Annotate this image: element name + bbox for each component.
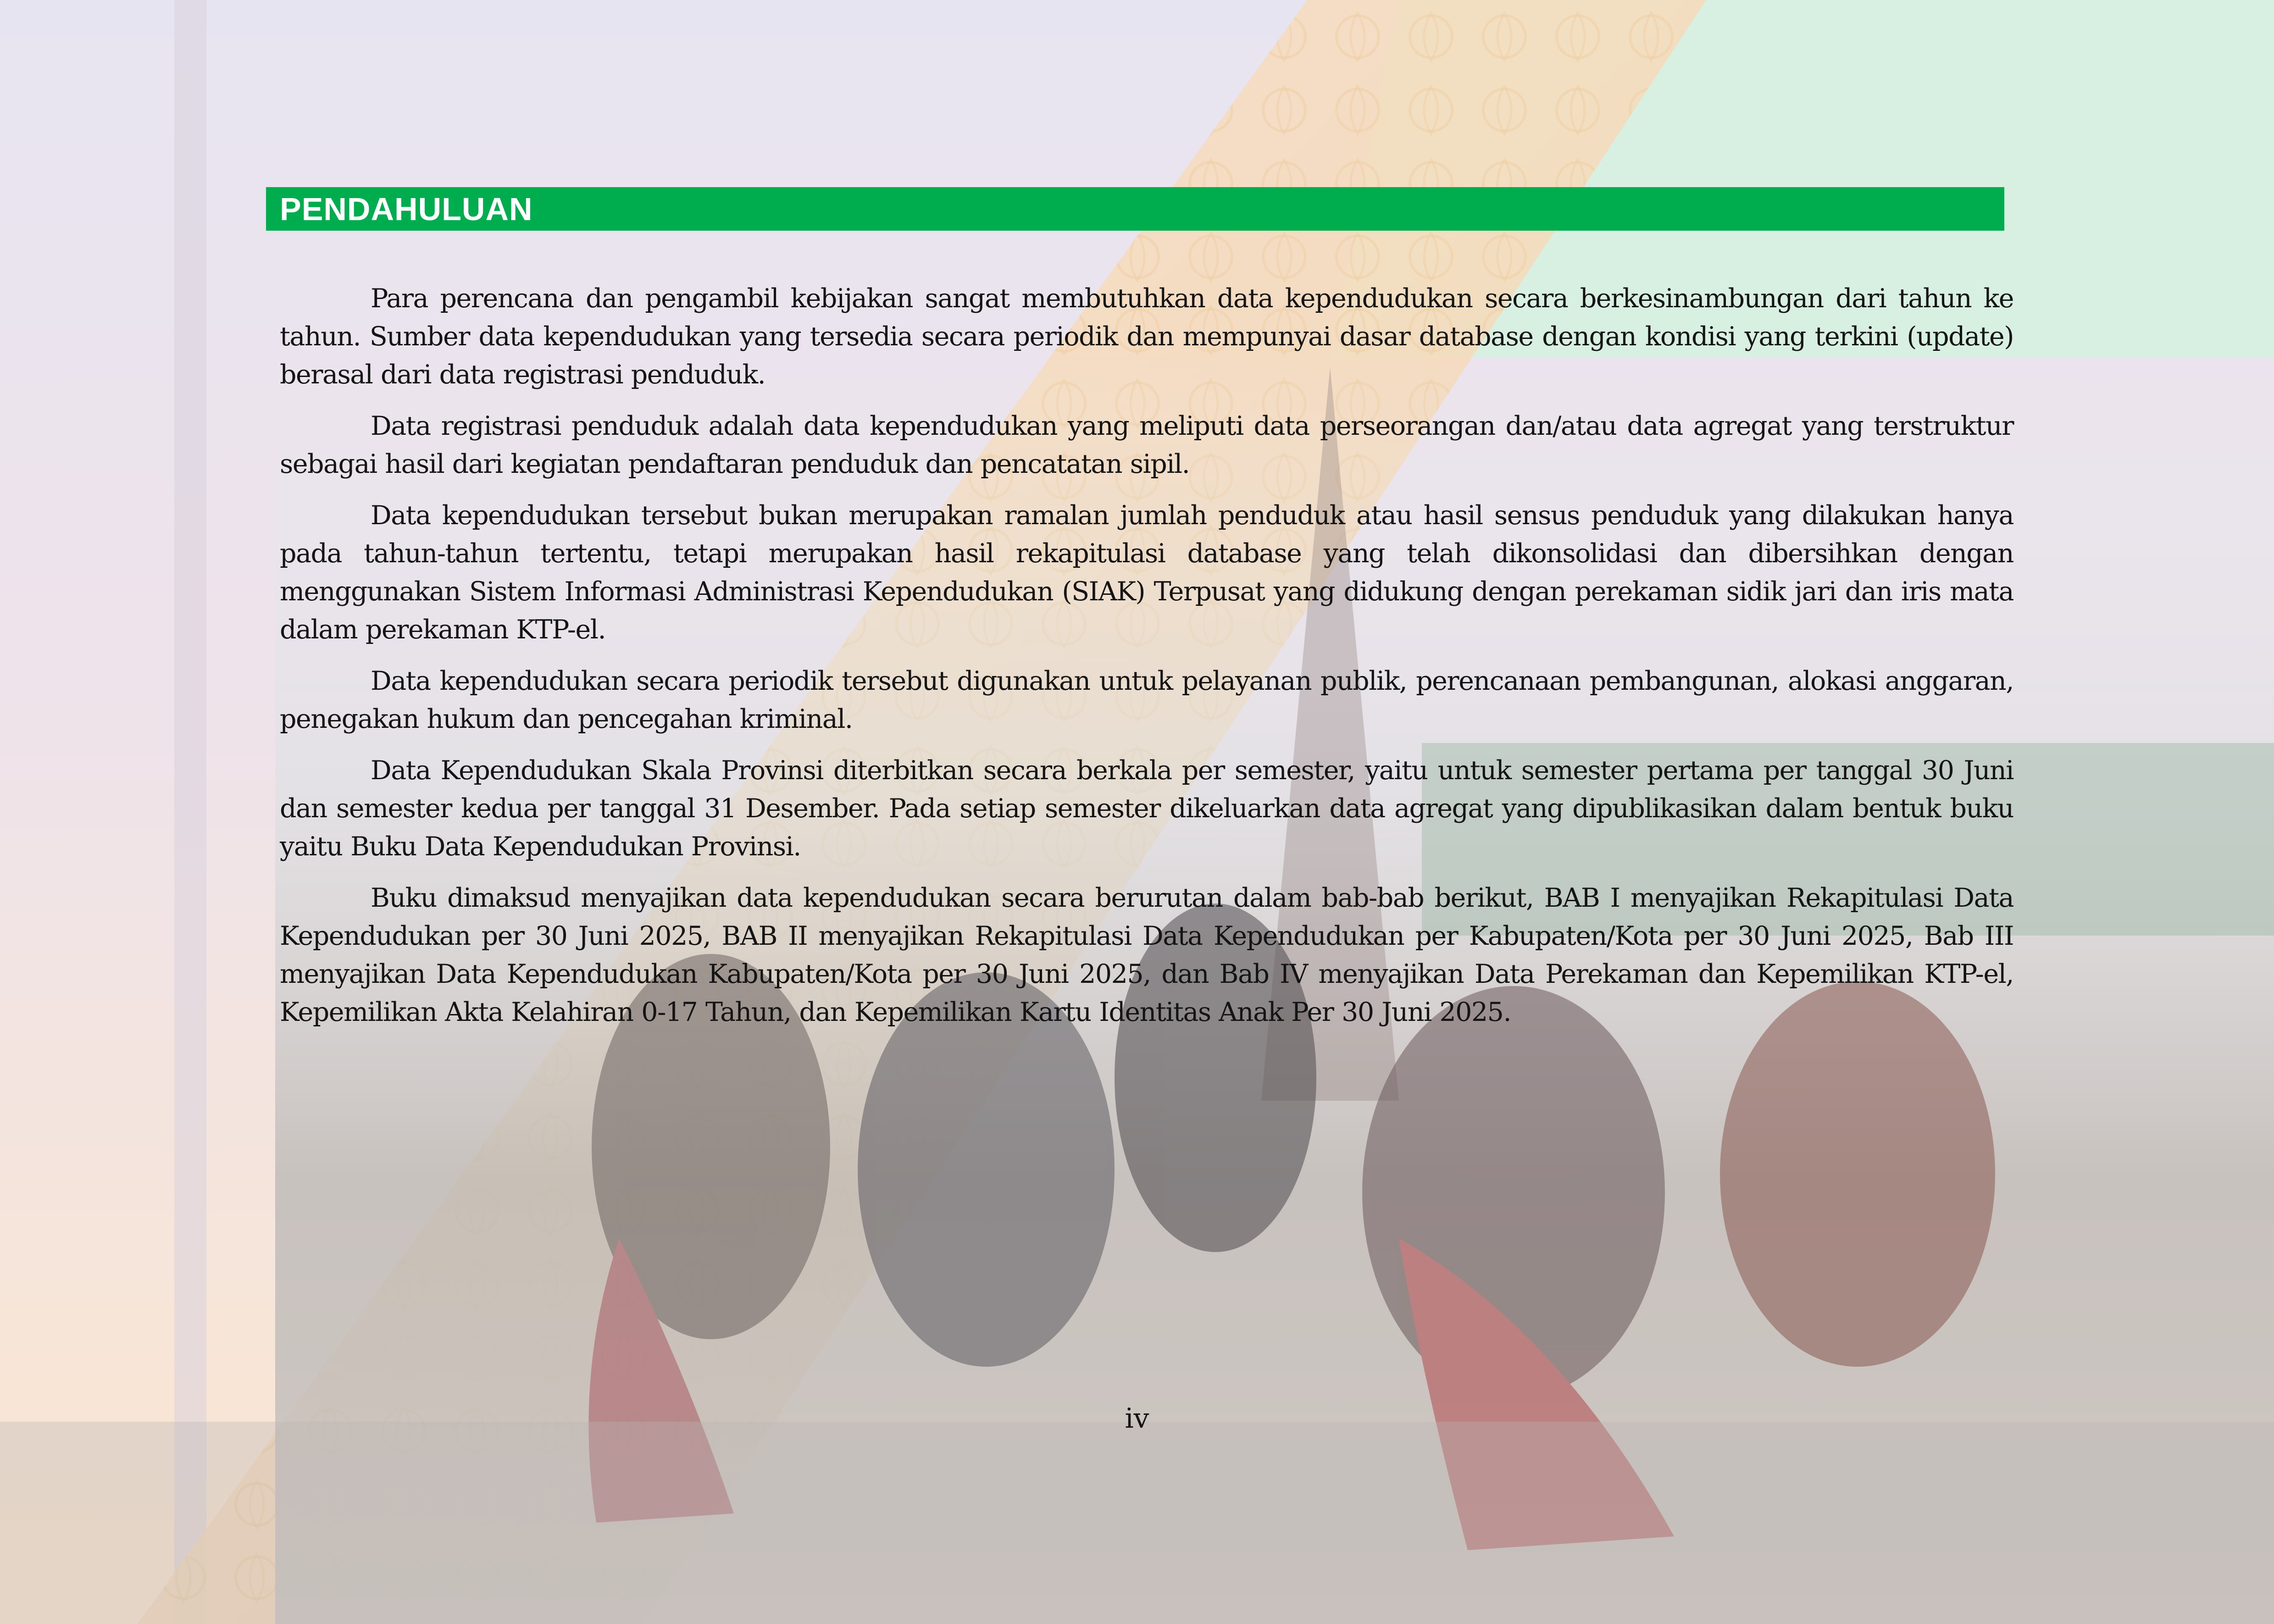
paragraph-3: Data kependudukan tersebut bukan merupakan ramalan jumlah penduduk atau hasil sensus penduduk yang dilakukan hanya pada tahun-tahun tertentu, tetapi merupakan hasil rekapitulasi database yang telah dikonsolidasi dan dibersihkan dengan menggunakan Sistem Informasi Administrasi Kependudukan (SIAK) Terpusat yang didukung dengan perekaman sidik jari dan iris mata dalam perekaman KTP-el. <box>280 500 2013 645</box>
section-heading-bar <box>266 187 2004 231</box>
paragraph-2: Data registrasi penduduk adalah data kependudukan yang meliputi data perseorangan dan/atau data agregat yang terstruktur sebagai hasil dari kegiatan pendaftaran penduduk dan pencatatan sipil. <box>280 411 2013 479</box>
paragraph-6: Buku dimaksud menyajikan data kependudukan secara berurutan dalam bab-bab berikut, BAB I menyajikan Rekapitulasi Data Kependudukan per 30 Juni 2025, BAB II menyajikan Rekapitulasi Data Kependudukan per Kabupaten/Kota per 30 Juni 2025, Bab III menyajikan Data Kependudukan Kabupaten/Kota per 30 Juni 2025, dan Bab IV menyajikan Data Perekaman dan Kepemilikan KTP-el, Kepemilikan Akta Kelahiran 0-17 Tahun, dan Kepemilikan Kartu Identitas Anak Per 30 Juni 2025. <box>280 883 2013 1027</box>
section-title: PENDAHULUAN <box>280 191 533 227</box>
paragraph-4: Data kependudukan secara periodik tersebut digunakan untuk pelayanan publik, perencanaan pembangunan, alokasi anggaran, penegakan hukum dan pencegahan kriminal. <box>280 666 2013 734</box>
body-text <box>280 280 2013 1045</box>
paragraph-1: Para perencana dan pengambil kebijakan sangat membutuhkan data kependudukan secara berkesinambungan dari tahun ke tahun. Sumber data kependudukan yang tersedia secara periodik dan mempunyai dasar database dengan kondisi yang terkini (update) berasal dari data registrasi penduduk. <box>280 283 2013 390</box>
page-number: iv <box>1125 1402 1149 1435</box>
paragraph-5: Data Kependudukan Skala Provinsi diterbitkan secara berkala per semester, yaitu untuk semester pertama per tanggal 30 Juni dan semester kedua per tanggal 31 Desember. Pada setiap semester dikeluarkan data agregat yang dipublikasikan dalam bentuk buku yaitu Buku Data Kependudukan Provinsi. <box>280 755 2013 862</box>
